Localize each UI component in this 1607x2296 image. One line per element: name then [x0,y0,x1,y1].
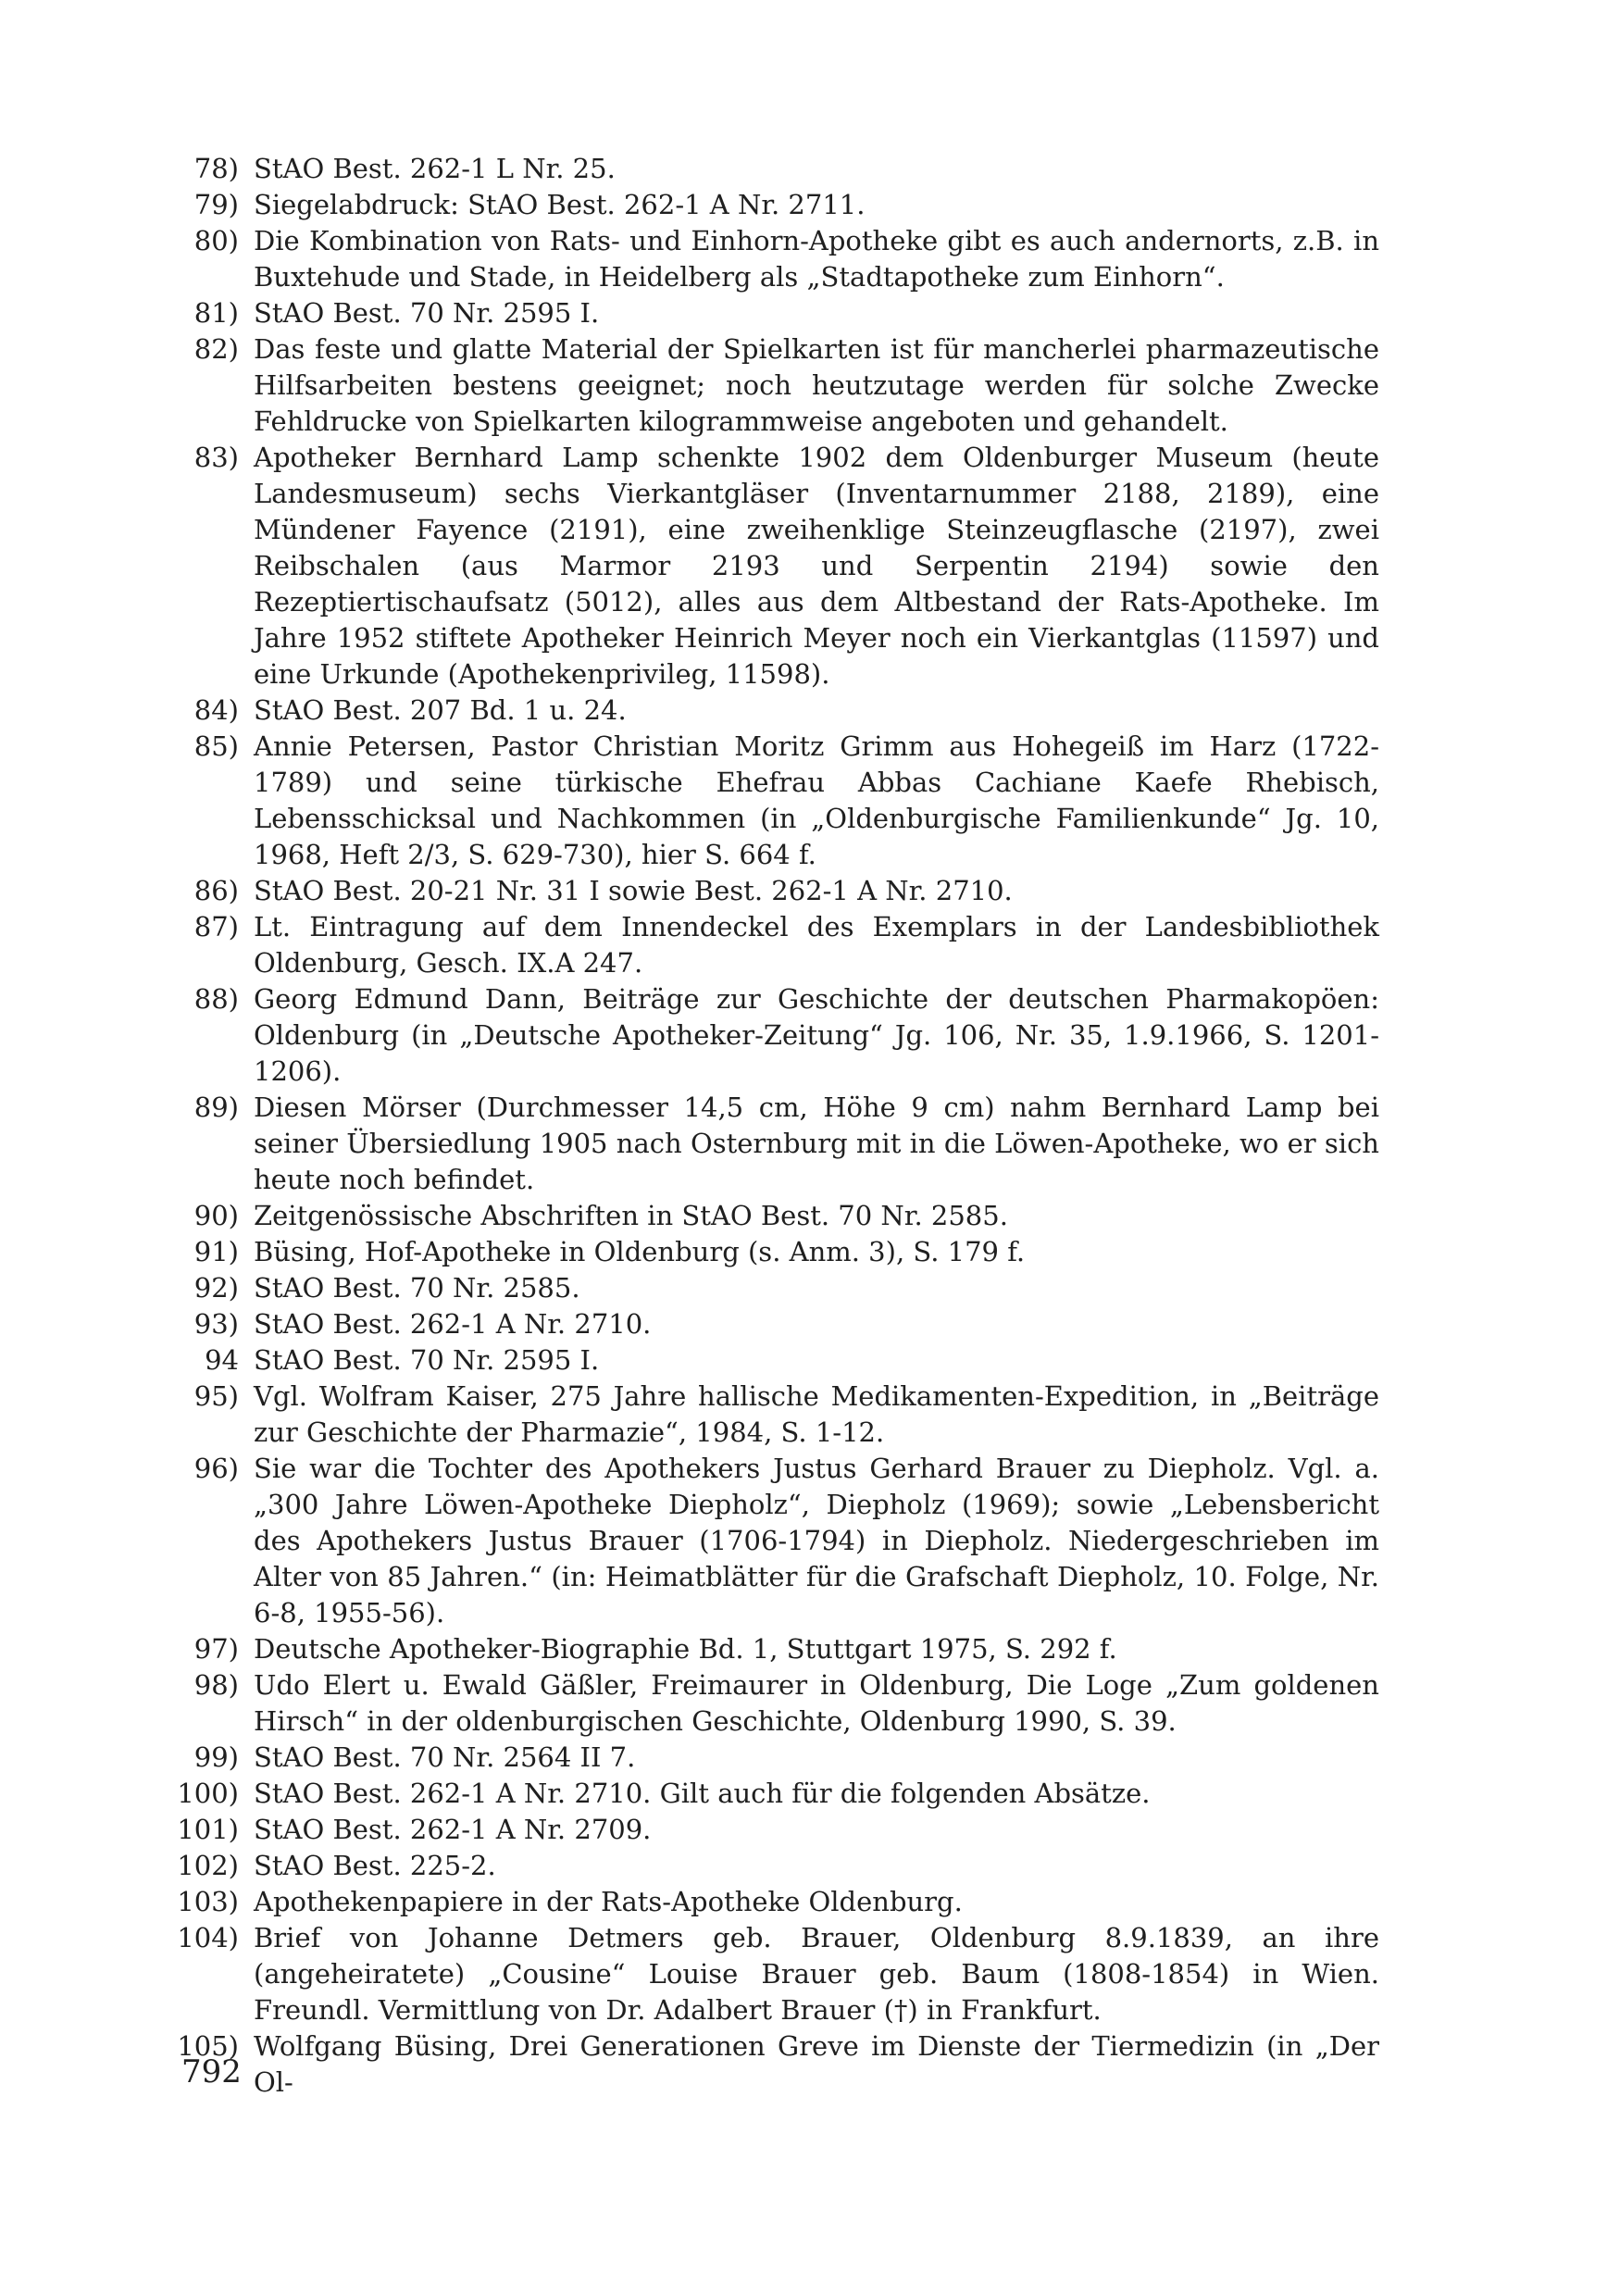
endnote-number: 85) [193,730,239,762]
endnote-text: StAO Best. 70 Nr. 2585. [254,1272,580,1304]
endnote-text: StAO Best. 225-2. [254,1850,496,1881]
endnote [167,223,1379,295]
endnote-text: StAO Best. 70 Nr. 2595 I. [254,1344,600,1376]
endnote [167,151,1379,187]
endnote-number: 82) [193,333,239,365]
endnote-text: Vgl. Wolfram Kaiser, 275 Jahre hallische Medikamenten-Expedition, in „Beiträge zur Geschichte der Pharmazie“, 1984, S. 1-12. [254,1380,1379,1448]
endnote-text: StAO Best. 262-1 A Nr. 2709. [254,1814,652,1845]
endnote-text: Diesen Mörser (Durchmesser 14,5 cm, Höhe 9 cm) nahm Bernhard Lamp bei seiner Übersiedlung 1905 nach Osternburg mit in die Löwen-Apotheke, wo er sich heute noch befindet. [254,1092,1379,1195]
endnote-text: Wolfgang Büsing, Drei Generationen Greve im Dienste der Tiermedizin (in „Der Ol- [254,2030,1379,2098]
endnote [167,1884,1379,1920]
endnote-number: 87) [193,911,239,942]
endnote-text: StAO Best. 262-1 A Nr. 2710. [254,1308,652,1340]
endnote [167,1812,1379,1848]
endnote [167,1306,1379,1342]
endnote [167,1090,1379,1198]
endnote-text: StAO Best. 262-1 L Nr. 25. [254,153,616,184]
endnote-number: 95) [193,1380,239,1412]
endnote-number: 90) [193,1200,239,1231]
endnote-text: StAO Best. 20-21 Nr. 31 I sowie Best. 262-1 A Nr. 2710. [254,875,1013,906]
endnote [167,909,1379,981]
endnote [167,693,1379,729]
endnote-text: Udo Elert u. Ewald Gäßler, Freimaurer in Oldenburg, Die Loge „Zum goldenen Hirsch“ in der oldenburgischen Geschichte, Oldenburg 1990, S. 39. [254,1669,1379,1737]
endnote-number: 104) [177,1922,239,1953]
endnote-number: 101) [177,1814,239,1845]
endnote-number: 93) [193,1308,239,1340]
endnote-number: 98) [193,1669,239,1701]
endnote-number: 105) [177,2030,239,2062]
endnote [167,1451,1379,1631]
endnote [167,729,1379,873]
endnote-text: Büsing, Hof-Apotheke in Oldenburg (s. Anm. 3), S. 179 f. [254,1236,1026,1267]
endnote [167,1667,1379,1740]
endnote-number: 99) [193,1741,239,1773]
endnote [167,295,1379,331]
endnote-text: Lt. Eintragung auf dem Innendeckel des Exemplars in der Landesbibliothek Oldenburg, Gesch. IX.A 247. [254,911,1379,979]
endnote-text: StAO Best. 70 Nr. 2595 I. [254,297,600,329]
endnote [167,1631,1379,1667]
endnote-text: Georg Edmund Dann, Beiträge zur Geschichte der deutschen Pharmakopöen: Oldenburg (in „Deutsche Apotheker-Zeitung“ Jg. 106, Nr. 35, 1.9.1966, S. 1201-1206). [254,983,1379,1087]
endnote-text: Siegelabdruck: StAO Best. 262-1 A Nr. 2711. [254,189,866,220]
endnote-text: Zeitgenössische Abschriften in StAO Best. 70 Nr. 2585. [254,1200,1008,1231]
endnote-text: Deutsche Apotheker-Biographie Bd. 1, Stuttgart 1975, S. 292 f. [254,1633,1117,1665]
endnote-number: 79) [193,189,239,220]
endnote [167,1198,1379,1234]
endnote-number: 97) [193,1633,239,1665]
endnote-number: 102) [177,1850,239,1881]
endnote-text: Annie Petersen, Pastor Christian Moritz Grimm aus Hohegeiß im Harz (1722-1789) und seine türkische Ehefrau Abbas Cachiane Kaefe Rhebisch, Lebensschicksal und Nachkommen (in „Oldenburgische Familienkunde“ Jg. 10, 1968, Heft 2/3, S. 629-730), hier S. 664 f. [254,730,1379,870]
endnote-number: 94 [205,1344,239,1376]
endnote [167,1342,1379,1379]
endnote [167,1920,1379,2028]
endnote-number: 92) [193,1272,239,1304]
endnote [167,873,1379,909]
endnote [167,331,1379,440]
endnote [167,1379,1379,1451]
endnote-number: 81) [193,297,239,329]
endnote [167,1848,1379,1884]
endnote [167,1270,1379,1306]
endnote-number: 96) [193,1453,239,1484]
endnote [167,1776,1379,1812]
endnote-number: 89) [193,1092,239,1123]
endnote-text: Das feste und glatte Material der Spielkarten ist für mancherlei pharmazeutische Hilfsarbeiten bestens geeignet; noch heutzutage werden für solche Zwecke Fehldrucke von Spielkarten kilogrammweise angeboten und gehandelt. [254,333,1379,437]
endnote-number: 91) [193,1236,239,1267]
endnote [167,1234,1379,1270]
endnotes-list [167,151,1379,2101]
endnote-text: StAO Best. 207 Bd. 1 u. 24. [254,694,627,726]
endnote-text: Sie war die Tochter des Apothekers Justus Gerhard Brauer zu Diepholz. Vgl. a. „300 Jahre Löwen-Apotheke Diepholz“, Diepholz (1969); sowie „Lebensbericht des Apothekers Justus Brauer (1706-1794) in Diepholz. Niedergeschrieben im Alter von 85 Jahren.“ (in: Heimatblätter für die Grafschaft Diepholz, 10. Folge, Nr. 6-8, 1955-56). [254,1453,1379,1628]
endnote [167,2028,1379,2101]
endnote-text: StAO Best. 262-1 A Nr. 2710. Gilt auch für die folgenden Absätze. [254,1778,1151,1809]
endnote-number: 84) [193,694,239,726]
endnote-text: StAO Best. 70 Nr. 2564 II 7. [254,1741,636,1773]
endnote-number: 86) [193,875,239,906]
endnote-text: Apotheker Bernhard Lamp schenkte 1902 dem Oldenburger Museum (heute Landesmuseum) sechs Vierkantgläser (Inventarnummer 2188, 2189), eine Mündener Fayence (2191), eine zweihenklige Steinzeugflasche (2197), zwei Reibschalen (aus Marmor 2193 und Serpentin 2194) sowie den Rezeptiertischaufsatz (5012), alles aus dem Altbestand der Rats-Apotheke. Im Jahre 1952 stiftete Apotheker Heinrich Meyer noch ein Vierkantglas (11597) und eine Urkunde (Apothekenprivileg, 11598). [254,442,1379,690]
endnote [167,1740,1379,1776]
endnote-text: Apothekenpapiere in der Rats-Apotheke Oldenburg. [254,1886,963,1917]
endnote-number: 100) [177,1778,239,1809]
endnote-text: Die Kombination von Rats- und Einhorn-Apotheke gibt es auch andernorts, z.B. in Buxtehude und Stade, in Heidelberg als „Stadtapotheke zum Einhorn“. [254,225,1379,293]
endnote-number: 83) [193,442,239,473]
endnote-number: 78) [193,153,239,184]
endnote-number: 103) [177,1886,239,1917]
endnote-number: 88) [193,983,239,1015]
page-number: 792 [181,2053,242,2090]
endnote-text: Brief von Johanne Detmers geb. Brauer, Oldenburg 8.9.1839, an ihre (angeheiratete) „Cousine“ Louise Brauer geb. Baum (1808-1854) in Wien. Freundl. Vermittlung von Dr. Adalbert Brauer (†) in Frankfurt. [254,1922,1379,2026]
endnote [167,187,1379,223]
endnote-number: 80) [193,225,239,256]
endnote [167,981,1379,1090]
endnote [167,440,1379,693]
